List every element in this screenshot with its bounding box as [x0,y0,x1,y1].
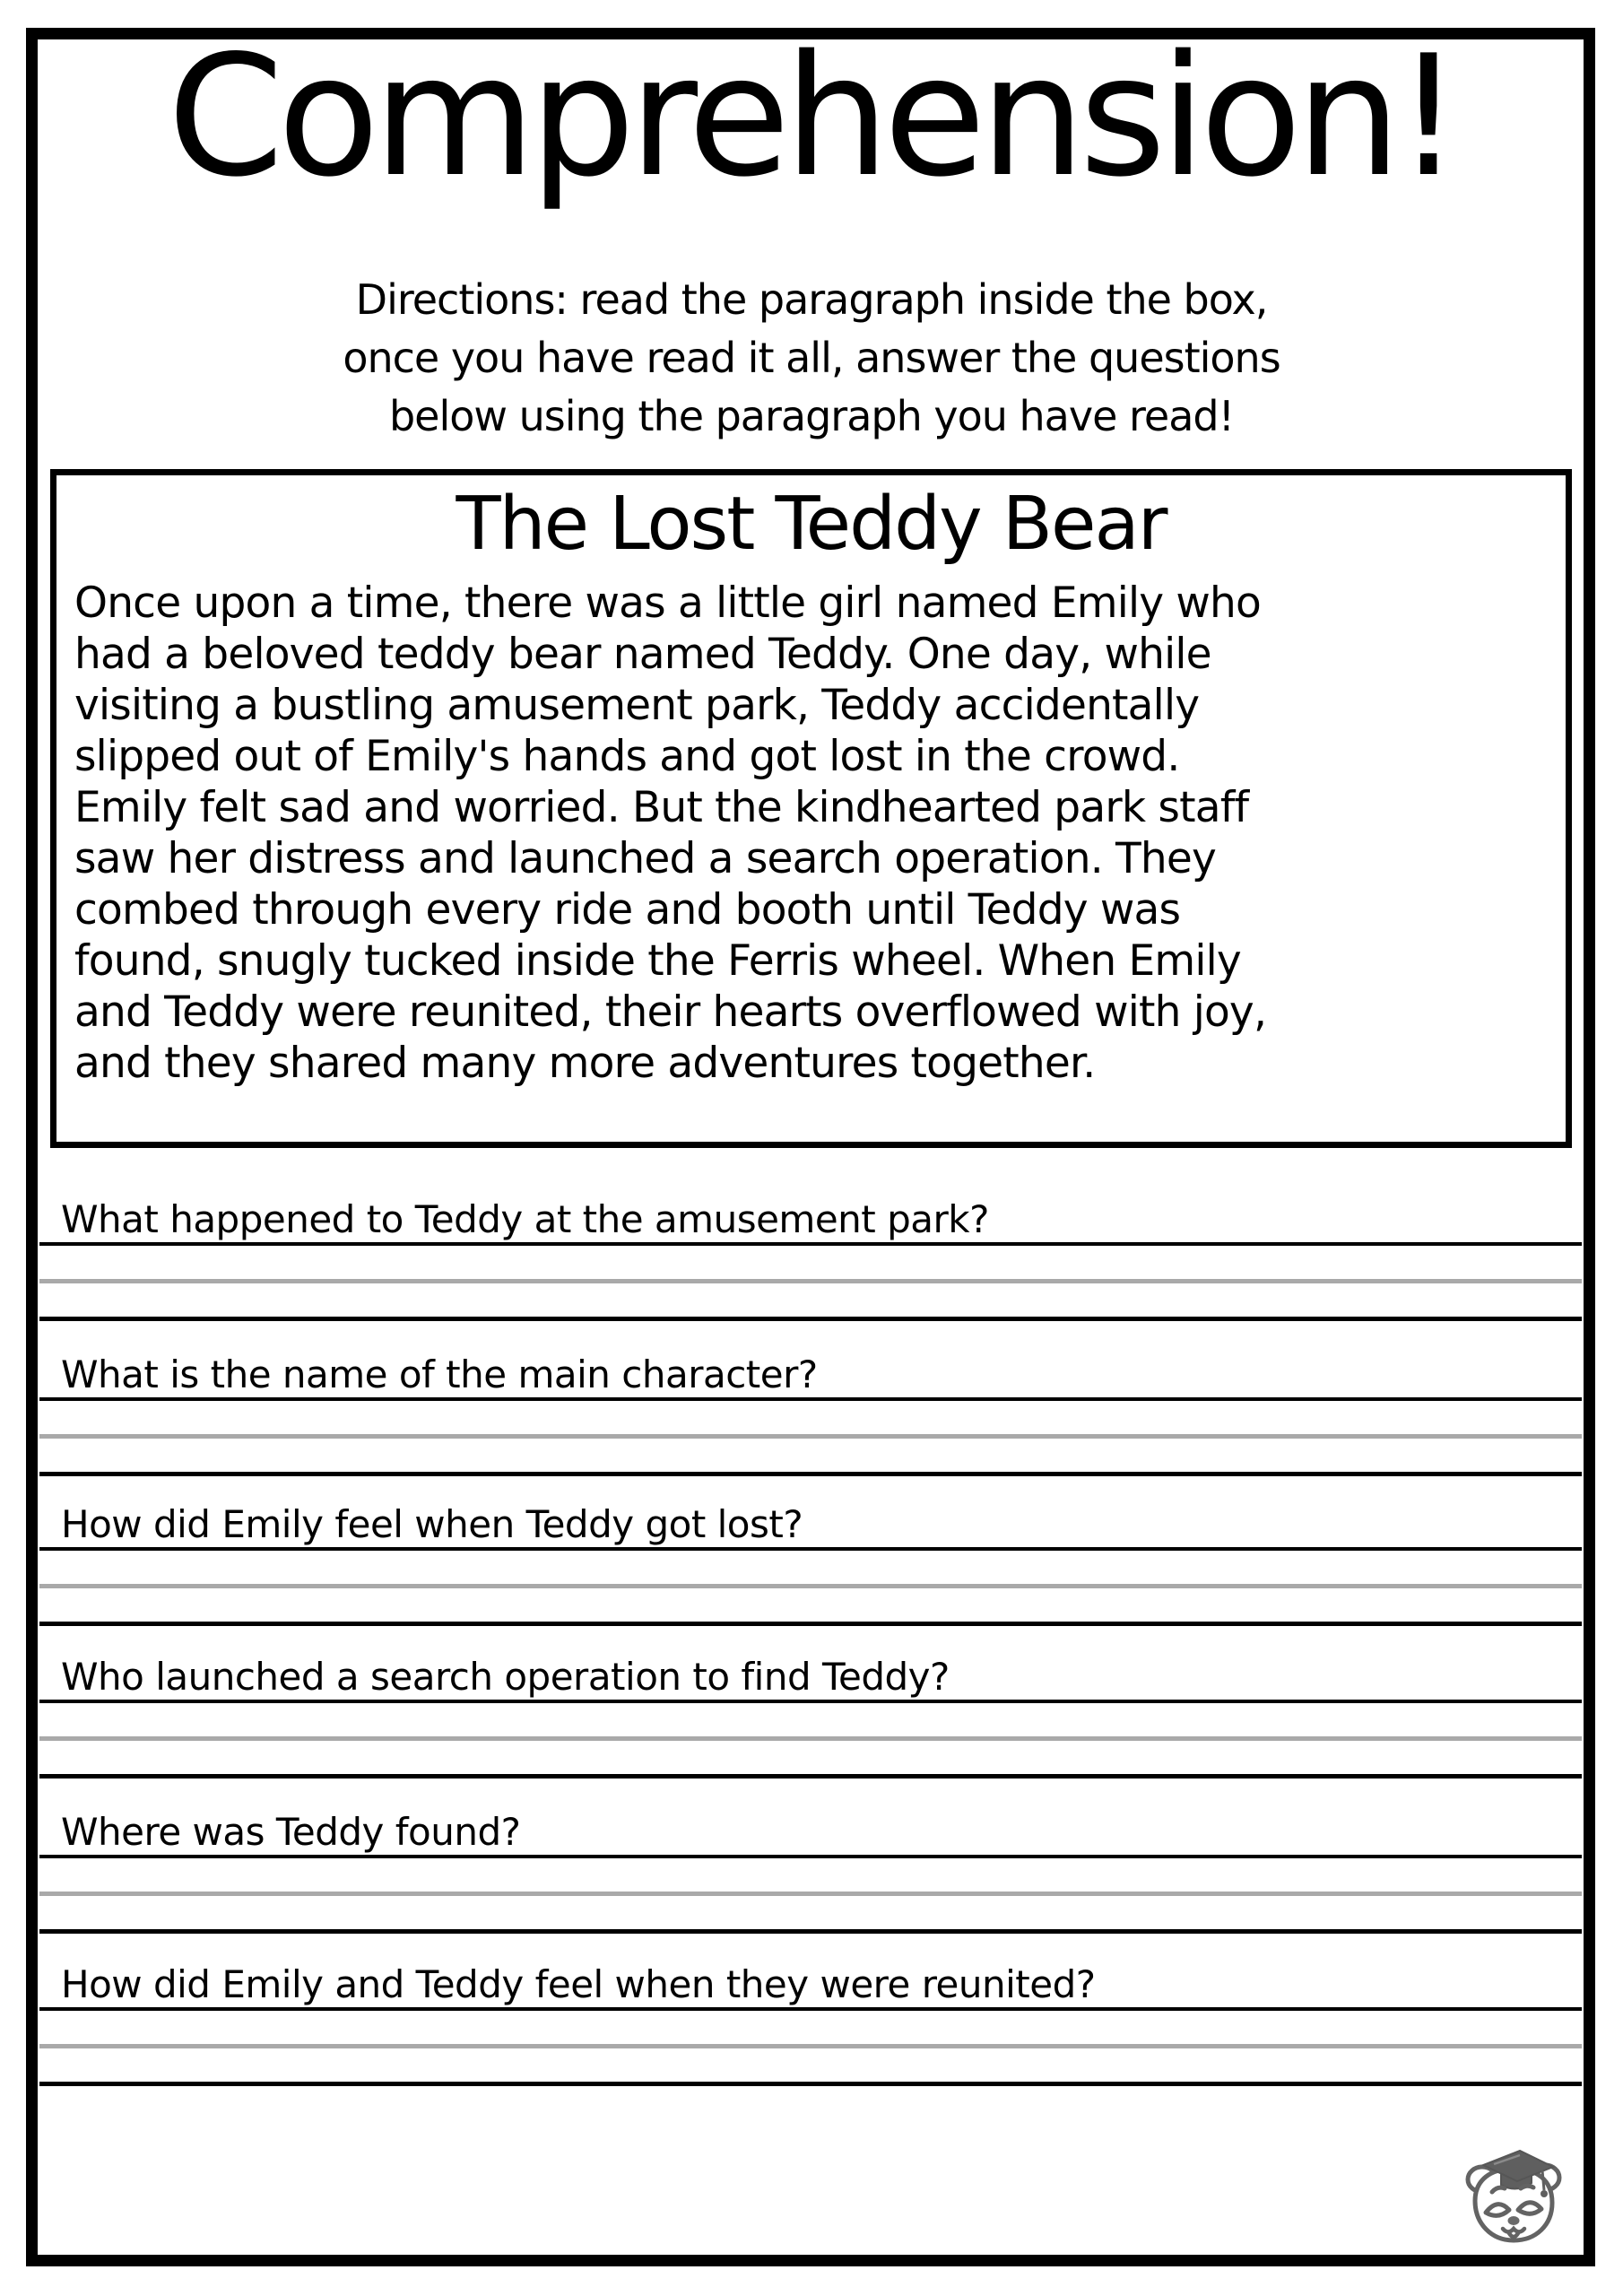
story-line: slipped out of Emily's hands and got lost in the crowd. [74,732,1180,781]
story-box [50,469,1572,1148]
directions-line: below using the paragraph you have read! [388,392,1235,440]
answer-line-gray [39,1584,1582,1588]
answer-line-black [39,1317,1582,1321]
answer-line-gray [39,1736,1582,1741]
story-line: saw her distress and launched a search operation. They [74,834,1217,883]
story-line: combed through every ride and booth until Teddy was [74,885,1181,935]
answer-line-gray [39,1434,1582,1439]
question-block-5 [39,1812,1582,1934]
story-title: The Lost Teddy Bear [456,482,1167,567]
answer-line-black [39,1622,1582,1626]
question-block-6 [39,1964,1582,2086]
question-block-3 [39,1504,1582,1626]
answer-line-black [39,1929,1582,1934]
story-line: had a beloved teddy bear named Teddy. One day, while [74,630,1211,679]
worksheet-title: Comprehension! [167,19,1456,213]
graduate-bear-logo-icon [1465,2144,1562,2246]
question-text: How did Emily feel when Teddy got lost? [39,1504,1582,1551]
question-text: Where was Teddy found? [39,1812,1582,1858]
answer-line-gray [39,2044,1582,2048]
answer-line-black [39,2082,1582,2086]
question-text: What is the name of the main character? [39,1354,1582,1401]
answer-line-black [39,1774,1582,1779]
question-block-1 [39,1199,1582,1321]
directions-text [0,271,1623,446]
question-text: How did Emily and Teddy feel when they were reunited? [39,1964,1582,2011]
story-paragraph [74,578,1551,1089]
question-text: What happened to Teddy at the amusement park? [39,1199,1582,1246]
story-line: and they shared many more adventures together. [74,1039,1096,1088]
story-line: and Teddy were reunited, their hearts overflowed with joy, [74,987,1267,1037]
story-line: found, snugly tucked inside the Ferris wheel. When Emily [74,936,1241,986]
story-line: Emily felt sad and worried. But the kindhearted park staff [74,783,1249,832]
directions-line: Directions: read the paragraph inside the box, [355,275,1268,324]
answer-line-black [39,1472,1582,1476]
question-block-2 [39,1354,1582,1476]
question-text: Who launched a search operation to find Teddy? [39,1657,1582,1703]
bear-nose [1508,2216,1520,2225]
story-line: Once upon a time, there was a little girl named Emily who [74,578,1261,628]
directions-line: once you have read it all, answer the questions [343,334,1280,382]
answer-line-gray [39,1892,1582,1896]
story-line: visiting a bustling amusement park, Teddy accidentally [74,681,1200,730]
question-block-4 [39,1657,1582,1779]
answer-line-gray [39,1279,1582,1283]
